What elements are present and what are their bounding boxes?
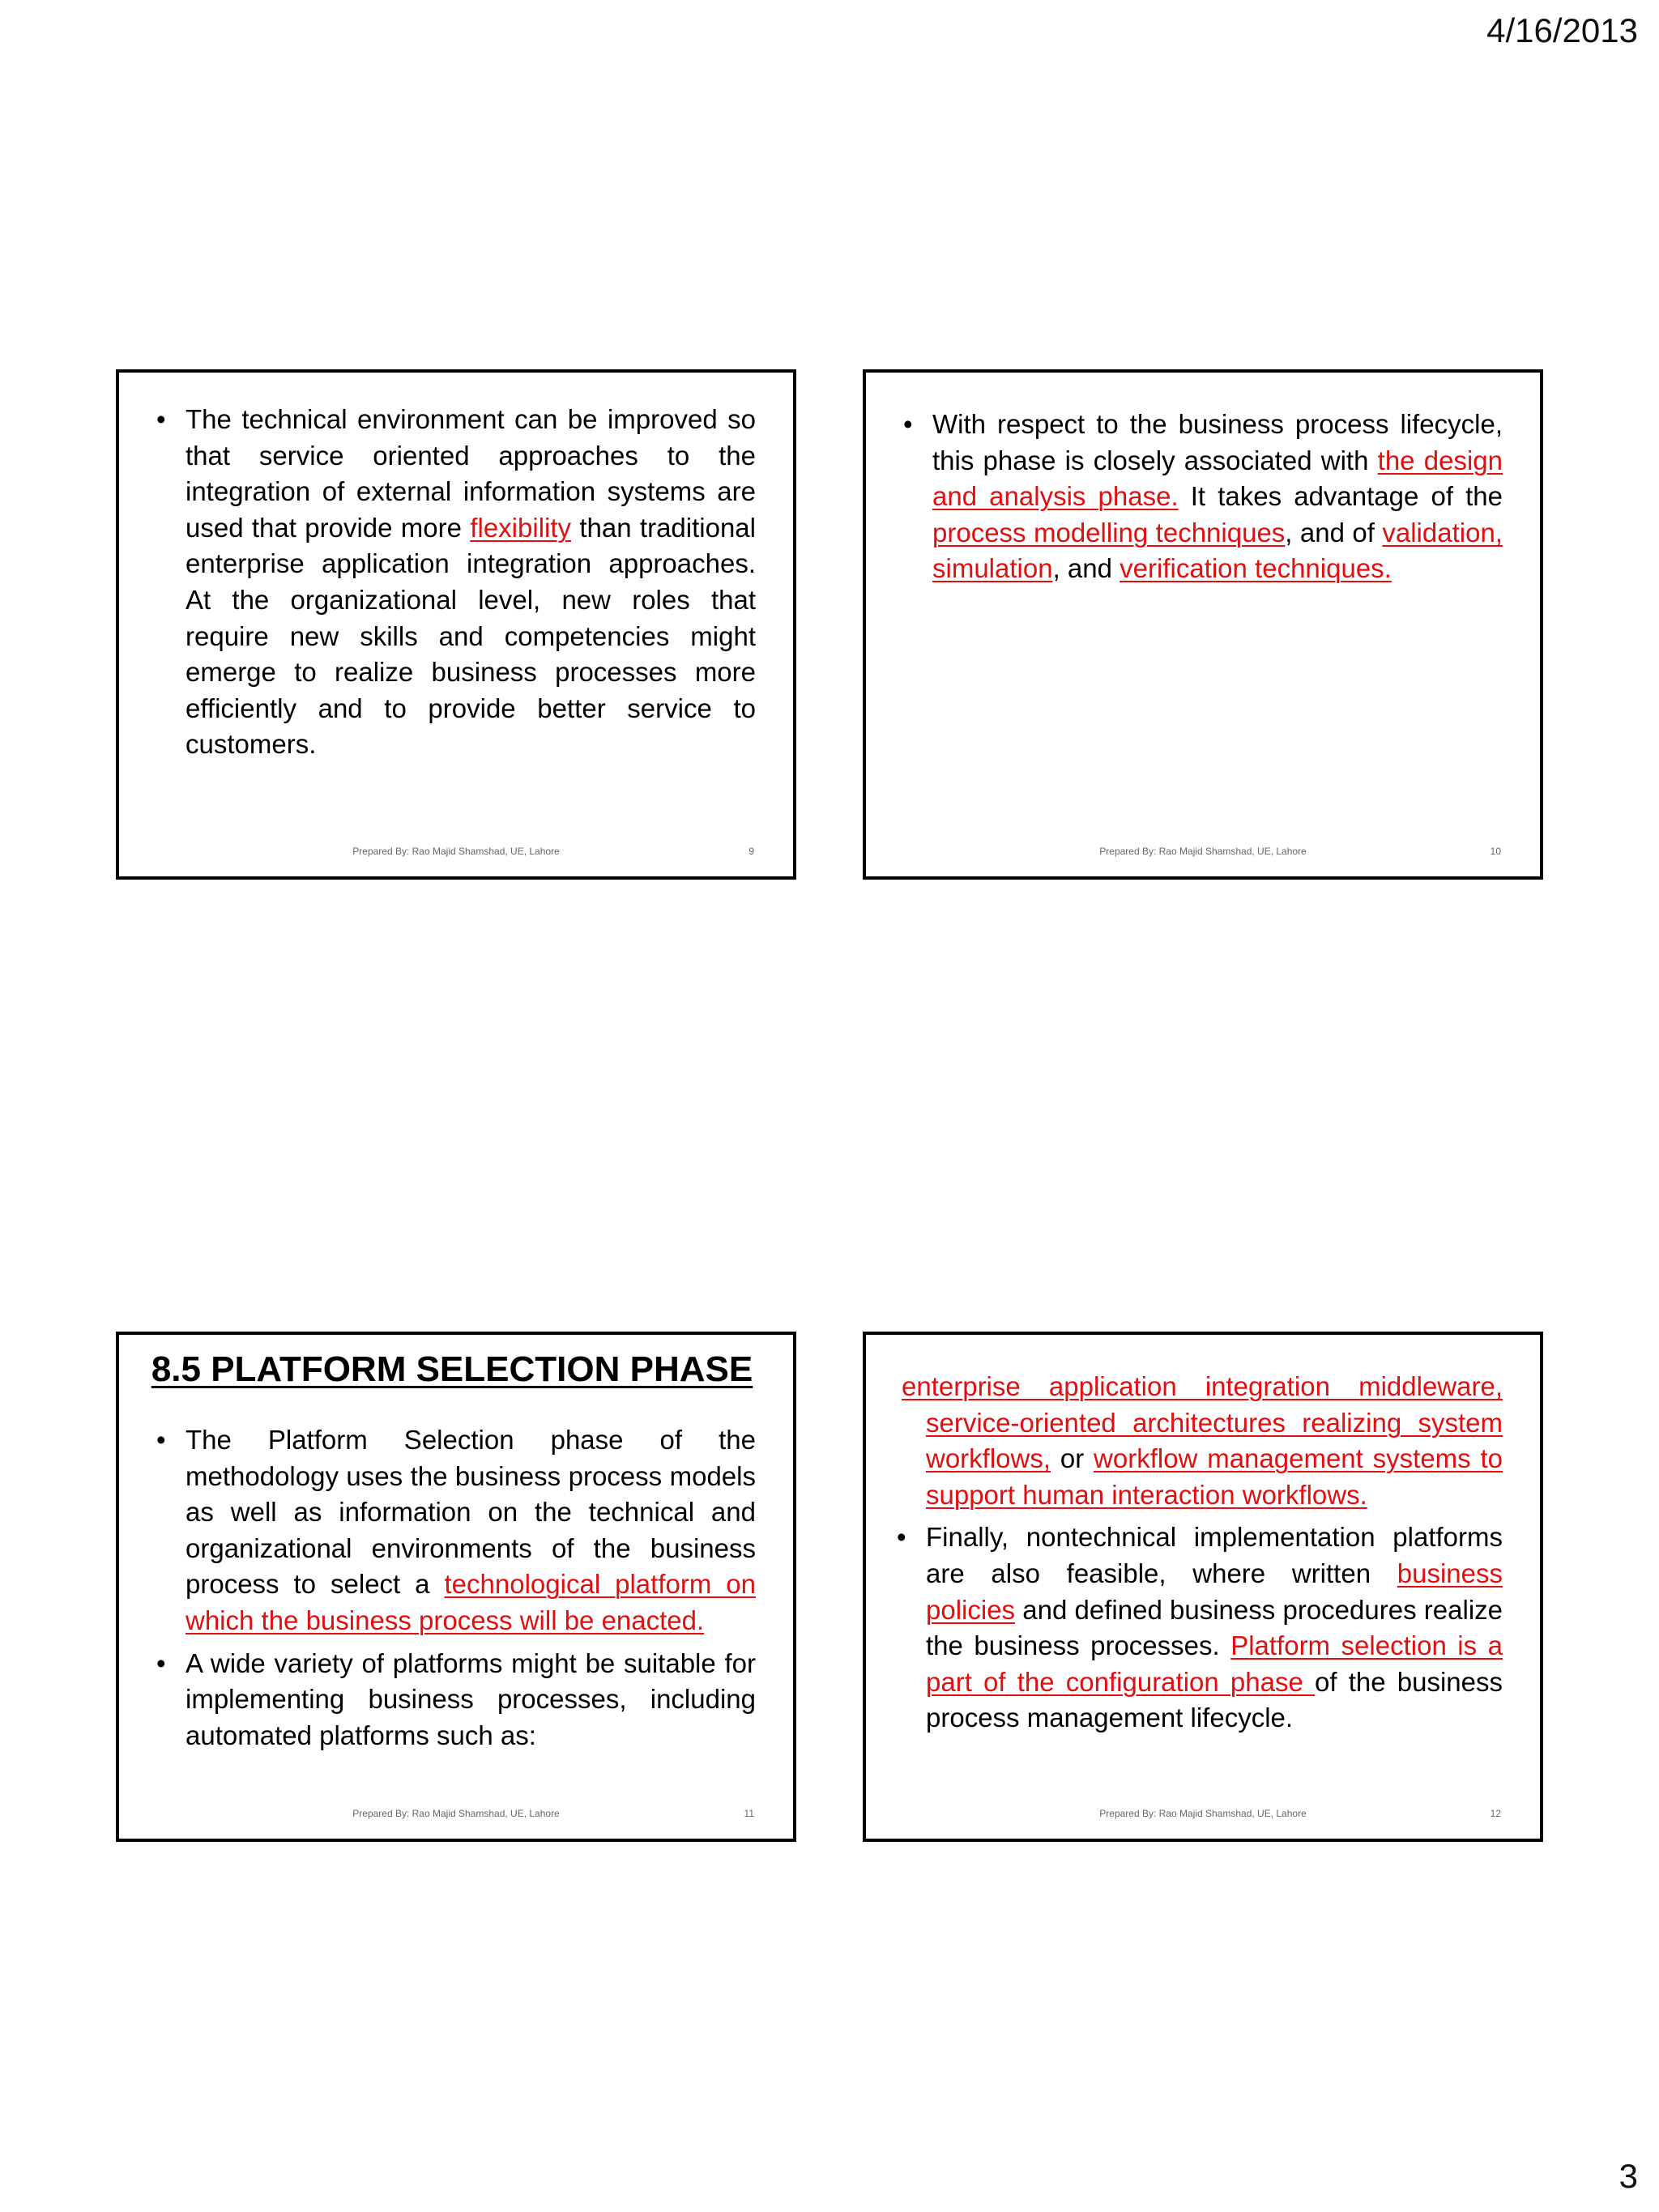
- bullet-text: A wide variety of platforms might be suitable for implementing business processes, including automated platforms such as:: [186, 1647, 756, 1750]
- highlight-link[interactable]: technological platform on which the business process will be enacted.: [186, 1569, 756, 1635]
- bullet-text: It takes advantage of the: [1178, 481, 1503, 512]
- bullet-item: [151, 402, 756, 763]
- slide-11: [116, 1332, 796, 1842]
- footer-credit: Prepared By: Rao Majid Shamshad, UE, Lahore: [1099, 1808, 1307, 1819]
- slide-footer: [119, 846, 793, 862]
- highlight-link[interactable]: the design and analysis phase.: [932, 445, 1503, 512]
- bullet-text: of the business process management lifecycle.: [926, 1666, 1503, 1733]
- bullet-text: than traditional enterprise application integration approaches. At the organizational level, new roles that require new skills and competencies might emerge to realize business processes more efficiently and to provide better service to customers.: [186, 512, 756, 760]
- slide-10: [863, 369, 1543, 880]
- footer-credit: Prepared By: Rao Majid Shamshad, UE, Lahore: [1099, 846, 1307, 857]
- slide-12: [863, 1332, 1543, 1842]
- highlight-link[interactable]: simulation: [932, 553, 1053, 584]
- bullet-item: [151, 1646, 756, 1754]
- footer-credit: Prepared By: Rao Majid Shamshad, UE, Lahore: [352, 1808, 560, 1819]
- bullet-text: and defined business procedures realize the business processes.: [926, 1594, 1503, 1661]
- slide-footer: [866, 846, 1540, 862]
- highlight-link[interactable]: verification techniques.: [1120, 553, 1392, 584]
- bullet-item: [151, 1422, 756, 1639]
- highlight-link[interactable]: Platform selection is a part of the configuration phase: [926, 1630, 1503, 1697]
- bullet-text: Finally, nontechnical implementation platforms are also feasible, where written: [926, 1522, 1503, 1588]
- page-date: 4/16/2013: [1486, 11, 1638, 49]
- slide-9: [116, 369, 796, 880]
- slide-title: 8.5 PLATFORM SELECTION PHASE: [151, 1349, 753, 1389]
- slide-body: [902, 1369, 1503, 1737]
- continuation-text: [902, 1369, 1503, 1513]
- slide-body: [898, 407, 1503, 587]
- slide-footer: [866, 1808, 1540, 1824]
- footer-credit: Prepared By: Rao Majid Shamshad, UE, Lahore: [352, 846, 560, 857]
- bullet-text: , and: [1052, 553, 1120, 584]
- bullet-text: , and of: [1285, 517, 1383, 548]
- slide-body: [151, 402, 756, 763]
- bullet-text: or: [1051, 1443, 1094, 1474]
- highlight-link[interactable]: enterprise application integration middleware, service-oriented architectures realizing system workflows,: [902, 1371, 1503, 1474]
- slide-number: 12: [1490, 1808, 1501, 1819]
- bullet-item: [898, 407, 1503, 587]
- slide-footer: [119, 1808, 793, 1824]
- page-number: 3: [1618, 2157, 1638, 2195]
- slide-number: 10: [1490, 846, 1501, 857]
- highlight-link[interactable]: process modelling techniques: [932, 517, 1286, 548]
- highlight-link[interactable]: workflow management systems to support human interaction workflows.: [926, 1443, 1503, 1510]
- bullet-text: The technical environment can be improved so that service oriented approaches to the integration of external information systems are used that provide more: [186, 404, 756, 543]
- slide-body: [151, 1422, 756, 1754]
- highlight-link[interactable]: business policies: [926, 1558, 1503, 1625]
- slide-number: 9: [748, 846, 754, 857]
- bullet-item: [892, 1519, 1503, 1737]
- bullet-text: The Platform Selection phase of the methodology uses the business process models as well as information on the technical and organizational environments of the business process to select a: [186, 1425, 756, 1600]
- highlight-link[interactable]: validation,: [1382, 517, 1503, 548]
- slide-number: 11: [744, 1808, 754, 1819]
- highlight-link[interactable]: flexibility: [470, 512, 572, 543]
- bullet-text: With respect to the business process lifecycle, this phase is closely associated with: [932, 409, 1503, 475]
